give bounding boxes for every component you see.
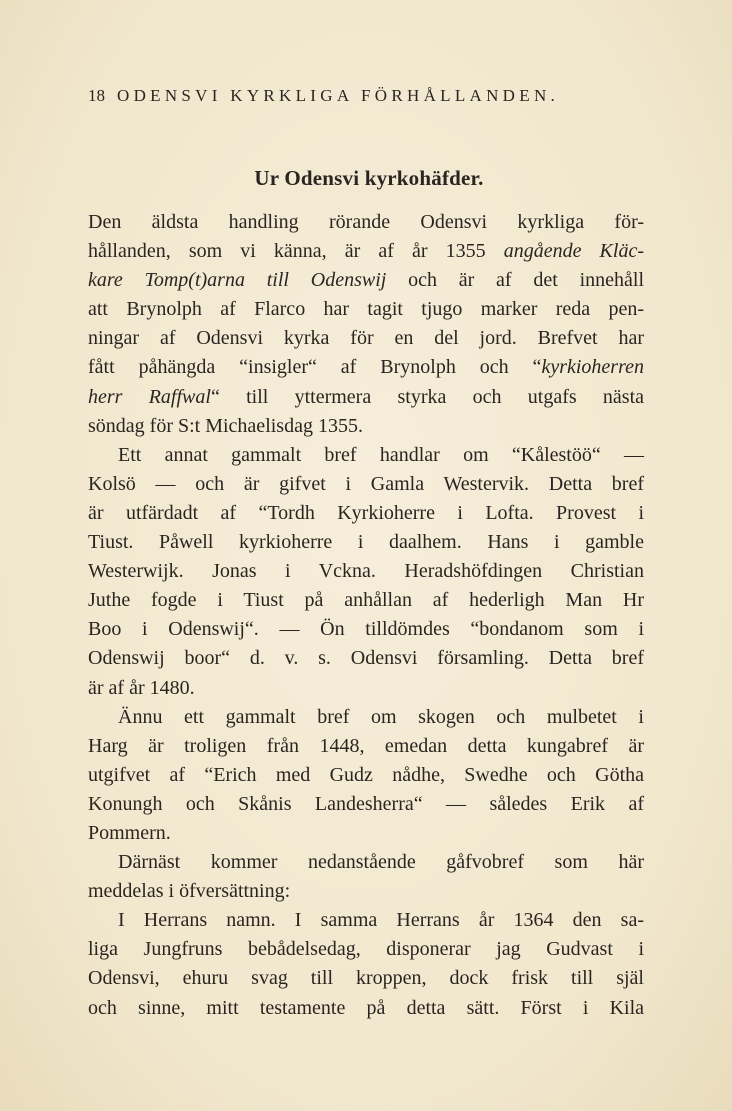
text-line: Ett annat gammalt bref handlar om “Kålestöö“ — [118, 443, 644, 466]
text-line: I Herrans namn. I samma Herrans år 1364 den sa- [118, 909, 644, 932]
section-title [0, 166, 732, 191]
text-line: Odenswij boor“ d. v. s. Odensvi församling. Detta bref [88, 647, 644, 670]
text-line: Harg är troligen från 1448, emedan detta kungabref är [88, 734, 644, 757]
text-line: kare Tomp(t)arna till Odenswij och är af det innehåll [88, 269, 645, 292]
text-line: är utfärdadt af “Tordh Kyrkioherre i Lofta. Provest i [88, 501, 644, 524]
text-line: Den äldsta handling rörande Odensvi kyrkliga för- [88, 211, 644, 233]
text-line: utgifvet af “Erich med Gudz nådhe, Swedhe och Götha [88, 763, 644, 786]
text-line: hållanden, som vi känna, är af år 1355 angående Kläc- [88, 240, 644, 263]
text-line: liga Jungfruns bebådelsedag, disponerar jag Gudvast i [88, 938, 644, 961]
text-line: Konungh och Skånis Landesherra“ — således Erik af [88, 792, 644, 815]
text-line: Boo i Odenswij“. — Ön tilldömdes “bondanom som i [88, 618, 644, 641]
section-title-text: Ur Odensvi kyrkohäfder. [254, 166, 484, 190]
text-line: är af år 1480. [88, 676, 195, 699]
text-line: ningar af Odensvi kyrka för en del jord. Brefvet har [88, 327, 644, 350]
text-line: herr Raffwal“ till yttermera styrka och utgafs nästa [88, 385, 645, 408]
text-line: Juthe fogde i Tiust på anhållan af hederligh Man Hr [88, 589, 644, 612]
text-line: Därnäst kommer nedanstående gåfvobref som här [118, 851, 644, 874]
text-line: Tiust. Påwell kyrkioherre i daalhem. Hans i gamble [88, 531, 644, 554]
running-head [88, 86, 559, 106]
text-line: Westerwijk. Jonas i Vckna. Heradshöfdingen Christian [88, 560, 644, 583]
running-title: ODENSVI KYRKLIGA FÖRHÅLLANDEN. [117, 86, 560, 105]
body-text [88, 208, 644, 1023]
text-line: fått påhängda “insigler“ af Brynolph och “kyrkioherren [88, 356, 644, 379]
text-line: söndag för S:t Michaelisdag 1355. [88, 414, 363, 437]
text-line: Odensvi, ehuru svag till kroppen, dock frisk till själ [88, 967, 644, 990]
text-line: Kolsö — och är gifvet i Gamla Westervik. Detta bref [88, 472, 644, 495]
text-line: Ännu ett gammalt bref om skogen och mulbetet i [118, 705, 644, 728]
text-line: och sinne, mitt testamente på detta sätt. Först i Kila [88, 996, 644, 1019]
text-line: att Brynolph af Flarco har tagit tjugo marker reda pen- [88, 298, 644, 321]
page-number: 18 [88, 86, 105, 105]
text-line: meddelas i öfversättning: [88, 880, 291, 903]
text-line: Pommern. [88, 821, 171, 844]
